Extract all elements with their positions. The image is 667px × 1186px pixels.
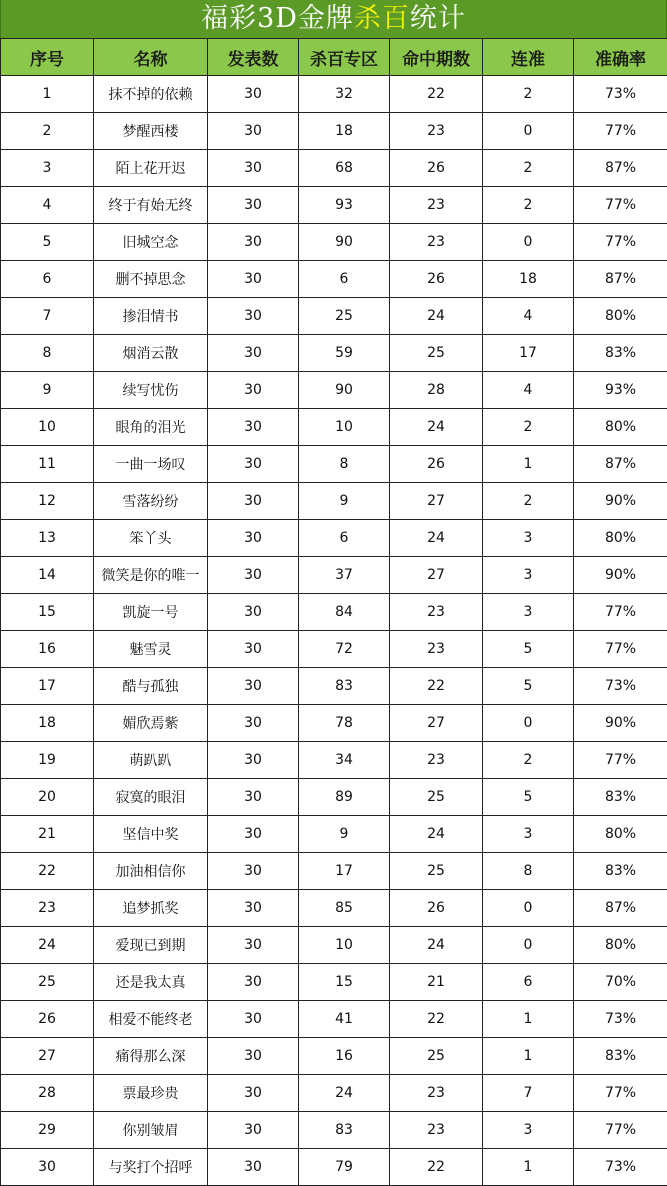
cell-kill-hundred: 34 [299, 742, 390, 779]
title-highlight: 杀百 [354, 3, 410, 34]
header-name: 名称 [94, 39, 208, 76]
table-row [1, 409, 667, 446]
cell-name: 痛得那么深 [94, 1038, 208, 1075]
header-streak: 连准 [483, 39, 574, 76]
cell-posts: 30 [208, 187, 299, 224]
cell-streak: 3 [483, 1112, 574, 1149]
cell-kill-hundred: 9 [299, 483, 390, 520]
cell-index: 29 [1, 1112, 94, 1149]
cell-hits: 22 [390, 668, 483, 705]
cell-kill-hundred: 17 [299, 853, 390, 890]
cell-streak: 6 [483, 964, 574, 1001]
cell-streak: 7 [483, 1075, 574, 1112]
cell-kill-hundred: 72 [299, 631, 390, 668]
table-row [1, 520, 667, 557]
cell-index: 23 [1, 890, 94, 927]
cell-accuracy: 77% [574, 742, 667, 779]
cell-name: 烟消云散 [94, 335, 208, 372]
table-row [1, 557, 667, 594]
cell-accuracy: 80% [574, 520, 667, 557]
cell-hits: 24 [390, 816, 483, 853]
cell-kill-hundred: 89 [299, 779, 390, 816]
cell-index: 11 [1, 446, 94, 483]
cell-hits: 27 [390, 705, 483, 742]
cell-accuracy: 73% [574, 1149, 667, 1186]
header-accuracy: 准确率 [574, 39, 667, 76]
cell-index: 1 [1, 76, 94, 113]
cell-posts: 30 [208, 557, 299, 594]
cell-kill-hundred: 16 [299, 1038, 390, 1075]
cell-name: 还是我太真 [94, 964, 208, 1001]
table-row [1, 890, 667, 927]
cell-name: 笨丫头 [94, 520, 208, 557]
cell-posts: 30 [208, 594, 299, 631]
cell-name: 你别皱眉 [94, 1112, 208, 1149]
cell-index: 18 [1, 705, 94, 742]
cell-accuracy: 87% [574, 150, 667, 187]
cell-streak: 5 [483, 668, 574, 705]
table-row [1, 594, 667, 631]
cell-name: 微笑是你的唯一 [94, 557, 208, 594]
cell-kill-hundred: 9 [299, 816, 390, 853]
cell-hits: 23 [390, 742, 483, 779]
cell-index: 20 [1, 779, 94, 816]
cell-name: 一曲一场叹 [94, 446, 208, 483]
cell-accuracy: 73% [574, 76, 667, 113]
stats-table [0, 38, 667, 1186]
cell-streak: 2 [483, 150, 574, 187]
cell-streak: 2 [483, 409, 574, 446]
cell-accuracy: 77% [574, 631, 667, 668]
cell-kill-hundred: 83 [299, 1112, 390, 1149]
cell-name: 掺泪情书 [94, 298, 208, 335]
cell-accuracy: 83% [574, 1038, 667, 1075]
cell-kill-hundred: 59 [299, 335, 390, 372]
header-kill-hundred: 杀百专区 [299, 39, 390, 76]
cell-kill-hundred: 6 [299, 261, 390, 298]
cell-posts: 30 [208, 927, 299, 964]
cell-name: 媚欣焉紫 [94, 705, 208, 742]
cell-kill-hundred: 32 [299, 76, 390, 113]
cell-name: 雪落纷纷 [94, 483, 208, 520]
cell-name: 与奖打个招呼 [94, 1149, 208, 1186]
table-row [1, 113, 667, 150]
cell-hits: 25 [390, 779, 483, 816]
cell-index: 2 [1, 113, 94, 150]
table-row [1, 261, 667, 298]
cell-streak: 1 [483, 1149, 574, 1186]
page-title [0, 0, 667, 38]
cell-kill-hundred: 6 [299, 520, 390, 557]
cell-accuracy: 90% [574, 705, 667, 742]
cell-streak: 1 [483, 446, 574, 483]
header-index: 序号 [1, 39, 94, 76]
cell-name: 票最珍贵 [94, 1075, 208, 1112]
cell-name: 相爱不能终老 [94, 1001, 208, 1038]
cell-posts: 30 [208, 520, 299, 557]
cell-streak: 5 [483, 631, 574, 668]
cell-hits: 23 [390, 113, 483, 150]
cell-kill-hundred: 84 [299, 594, 390, 631]
cell-hits: 23 [390, 187, 483, 224]
title-prefix: 福彩3D金牌 [201, 3, 354, 34]
cell-kill-hundred: 79 [299, 1149, 390, 1186]
cell-kill-hundred: 85 [299, 890, 390, 927]
cell-hits: 26 [390, 261, 483, 298]
cell-streak: 5 [483, 779, 574, 816]
cell-posts: 30 [208, 113, 299, 150]
cell-kill-hundred: 15 [299, 964, 390, 1001]
cell-posts: 30 [208, 890, 299, 927]
cell-posts: 30 [208, 1075, 299, 1112]
cell-posts: 30 [208, 668, 299, 705]
cell-posts: 30 [208, 298, 299, 335]
cell-posts: 30 [208, 409, 299, 446]
cell-name: 魅雪灵 [94, 631, 208, 668]
cell-posts: 30 [208, 779, 299, 816]
cell-hits: 21 [390, 964, 483, 1001]
cell-hits: 27 [390, 557, 483, 594]
cell-index: 27 [1, 1038, 94, 1075]
cell-accuracy: 87% [574, 890, 667, 927]
cell-index: 3 [1, 150, 94, 187]
cell-index: 9 [1, 372, 94, 409]
cell-accuracy: 70% [574, 964, 667, 1001]
cell-index: 6 [1, 261, 94, 298]
cell-index: 28 [1, 1075, 94, 1112]
cell-posts: 30 [208, 705, 299, 742]
cell-hits: 24 [390, 520, 483, 557]
cell-posts: 30 [208, 76, 299, 113]
cell-accuracy: 77% [574, 113, 667, 150]
cell-index: 7 [1, 298, 94, 335]
table-row [1, 224, 667, 261]
cell-accuracy: 93% [574, 372, 667, 409]
cell-streak: 2 [483, 187, 574, 224]
cell-posts: 30 [208, 261, 299, 298]
cell-hits: 22 [390, 1149, 483, 1186]
cell-name: 加油相信你 [94, 853, 208, 890]
cell-accuracy: 80% [574, 816, 667, 853]
cell-index: 5 [1, 224, 94, 261]
cell-accuracy: 73% [574, 668, 667, 705]
cell-name: 旧城空念 [94, 224, 208, 261]
cell-hits: 23 [390, 594, 483, 631]
title-suffix: 统计 [410, 3, 466, 34]
table-row [1, 927, 667, 964]
table-row [1, 187, 667, 224]
table-row [1, 1075, 667, 1112]
cell-index: 19 [1, 742, 94, 779]
table-row [1, 1038, 667, 1075]
cell-streak: 0 [483, 927, 574, 964]
table-row [1, 631, 667, 668]
header-hits: 命中期数 [390, 39, 483, 76]
cell-streak: 17 [483, 335, 574, 372]
cell-streak: 0 [483, 113, 574, 150]
table-row [1, 1112, 667, 1149]
cell-streak: 4 [483, 372, 574, 409]
cell-streak: 8 [483, 853, 574, 890]
table-row [1, 1001, 667, 1038]
table-row [1, 1149, 667, 1186]
table-row [1, 705, 667, 742]
cell-name: 寂寞的眼泪 [94, 779, 208, 816]
cell-kill-hundred: 83 [299, 668, 390, 705]
cell-kill-hundred: 93 [299, 187, 390, 224]
cell-streak: 2 [483, 742, 574, 779]
cell-hits: 25 [390, 335, 483, 372]
table-row [1, 335, 667, 372]
cell-hits: 26 [390, 150, 483, 187]
table-header-row [1, 39, 667, 76]
cell-index: 21 [1, 816, 94, 853]
table-row [1, 779, 667, 816]
table-row [1, 446, 667, 483]
cell-hits: 22 [390, 76, 483, 113]
cell-name: 追梦抓奖 [94, 890, 208, 927]
cell-streak: 18 [483, 261, 574, 298]
cell-hits: 23 [390, 224, 483, 261]
cell-accuracy: 77% [574, 594, 667, 631]
cell-posts: 30 [208, 816, 299, 853]
cell-kill-hundred: 24 [299, 1075, 390, 1112]
cell-kill-hundred: 18 [299, 113, 390, 150]
cell-streak: 4 [483, 298, 574, 335]
cell-name: 酷与孤独 [94, 668, 208, 705]
cell-accuracy: 77% [574, 224, 667, 261]
cell-hits: 24 [390, 409, 483, 446]
cell-streak: 2 [483, 483, 574, 520]
cell-streak: 2 [483, 76, 574, 113]
cell-kill-hundred: 90 [299, 224, 390, 261]
cell-index: 25 [1, 964, 94, 1001]
cell-index: 30 [1, 1149, 94, 1186]
cell-index: 12 [1, 483, 94, 520]
cell-accuracy: 77% [574, 1075, 667, 1112]
cell-posts: 30 [208, 631, 299, 668]
cell-streak: 3 [483, 816, 574, 853]
cell-posts: 30 [208, 224, 299, 261]
cell-posts: 30 [208, 742, 299, 779]
cell-accuracy: 80% [574, 409, 667, 446]
cell-posts: 30 [208, 372, 299, 409]
cell-accuracy: 87% [574, 446, 667, 483]
cell-name: 终于有始无终 [94, 187, 208, 224]
table-row [1, 964, 667, 1001]
cell-name: 删不掉思念 [94, 261, 208, 298]
header-posts: 发表数 [208, 39, 299, 76]
table-row [1, 668, 667, 705]
cell-streak: 1 [483, 1038, 574, 1075]
cell-kill-hundred: 25 [299, 298, 390, 335]
cell-hits: 25 [390, 1038, 483, 1075]
cell-streak: 3 [483, 557, 574, 594]
cell-index: 14 [1, 557, 94, 594]
table-row [1, 816, 667, 853]
cell-accuracy: 90% [574, 557, 667, 594]
cell-index: 4 [1, 187, 94, 224]
cell-index: 16 [1, 631, 94, 668]
cell-streak: 0 [483, 705, 574, 742]
cell-hits: 28 [390, 372, 483, 409]
cell-index: 22 [1, 853, 94, 890]
cell-kill-hundred: 37 [299, 557, 390, 594]
cell-hits: 26 [390, 890, 483, 927]
cell-name: 眼角的泪光 [94, 409, 208, 446]
cell-index: 24 [1, 927, 94, 964]
cell-index: 8 [1, 335, 94, 372]
table-body [1, 76, 667, 1186]
cell-kill-hundred: 10 [299, 927, 390, 964]
cell-accuracy: 77% [574, 187, 667, 224]
table-row [1, 298, 667, 335]
cell-kill-hundred: 90 [299, 372, 390, 409]
cell-hits: 26 [390, 446, 483, 483]
cell-name: 续写忧伤 [94, 372, 208, 409]
table-row [1, 742, 667, 779]
cell-index: 17 [1, 668, 94, 705]
cell-kill-hundred: 41 [299, 1001, 390, 1038]
cell-name: 萌趴趴 [94, 742, 208, 779]
cell-posts: 30 [208, 1001, 299, 1038]
cell-accuracy: 80% [574, 927, 667, 964]
cell-accuracy: 90% [574, 483, 667, 520]
cell-hits: 24 [390, 927, 483, 964]
cell-hits: 25 [390, 853, 483, 890]
cell-name: 陌上花开迟 [94, 150, 208, 187]
cell-accuracy: 83% [574, 335, 667, 372]
cell-name: 抹不掉的依赖 [94, 76, 208, 113]
cell-name: 爱现已到期 [94, 927, 208, 964]
cell-posts: 30 [208, 483, 299, 520]
cell-index: 15 [1, 594, 94, 631]
cell-streak: 3 [483, 520, 574, 557]
cell-kill-hundred: 78 [299, 705, 390, 742]
cell-index: 26 [1, 1001, 94, 1038]
table-row [1, 853, 667, 890]
cell-streak: 1 [483, 1001, 574, 1038]
table-row [1, 372, 667, 409]
cell-hits: 24 [390, 298, 483, 335]
cell-name: 梦醒西楼 [94, 113, 208, 150]
cell-hits: 23 [390, 1112, 483, 1149]
cell-kill-hundred: 68 [299, 150, 390, 187]
cell-kill-hundred: 8 [299, 446, 390, 483]
cell-hits: 27 [390, 483, 483, 520]
cell-posts: 30 [208, 1149, 299, 1186]
cell-posts: 30 [208, 150, 299, 187]
cell-posts: 30 [208, 446, 299, 483]
table-row [1, 483, 667, 520]
cell-hits: 23 [390, 1075, 483, 1112]
cell-accuracy: 80% [574, 298, 667, 335]
cell-accuracy: 87% [574, 261, 667, 298]
cell-streak: 0 [483, 890, 574, 927]
table-row [1, 150, 667, 187]
cell-index: 10 [1, 409, 94, 446]
table-row [1, 76, 667, 113]
cell-name: 凯旋一号 [94, 594, 208, 631]
cell-posts: 30 [208, 964, 299, 1001]
cell-accuracy: 83% [574, 853, 667, 890]
cell-posts: 30 [208, 1112, 299, 1149]
cell-streak: 0 [483, 224, 574, 261]
cell-streak: 3 [483, 594, 574, 631]
cell-accuracy: 83% [574, 779, 667, 816]
cell-index: 13 [1, 520, 94, 557]
cell-posts: 30 [208, 853, 299, 890]
cell-accuracy: 73% [574, 1001, 667, 1038]
cell-posts: 30 [208, 1038, 299, 1075]
cell-kill-hundred: 10 [299, 409, 390, 446]
cell-posts: 30 [208, 335, 299, 372]
cell-hits: 23 [390, 631, 483, 668]
cell-accuracy: 77% [574, 1112, 667, 1149]
cell-name: 坚信中奖 [94, 816, 208, 853]
cell-hits: 22 [390, 1001, 483, 1038]
